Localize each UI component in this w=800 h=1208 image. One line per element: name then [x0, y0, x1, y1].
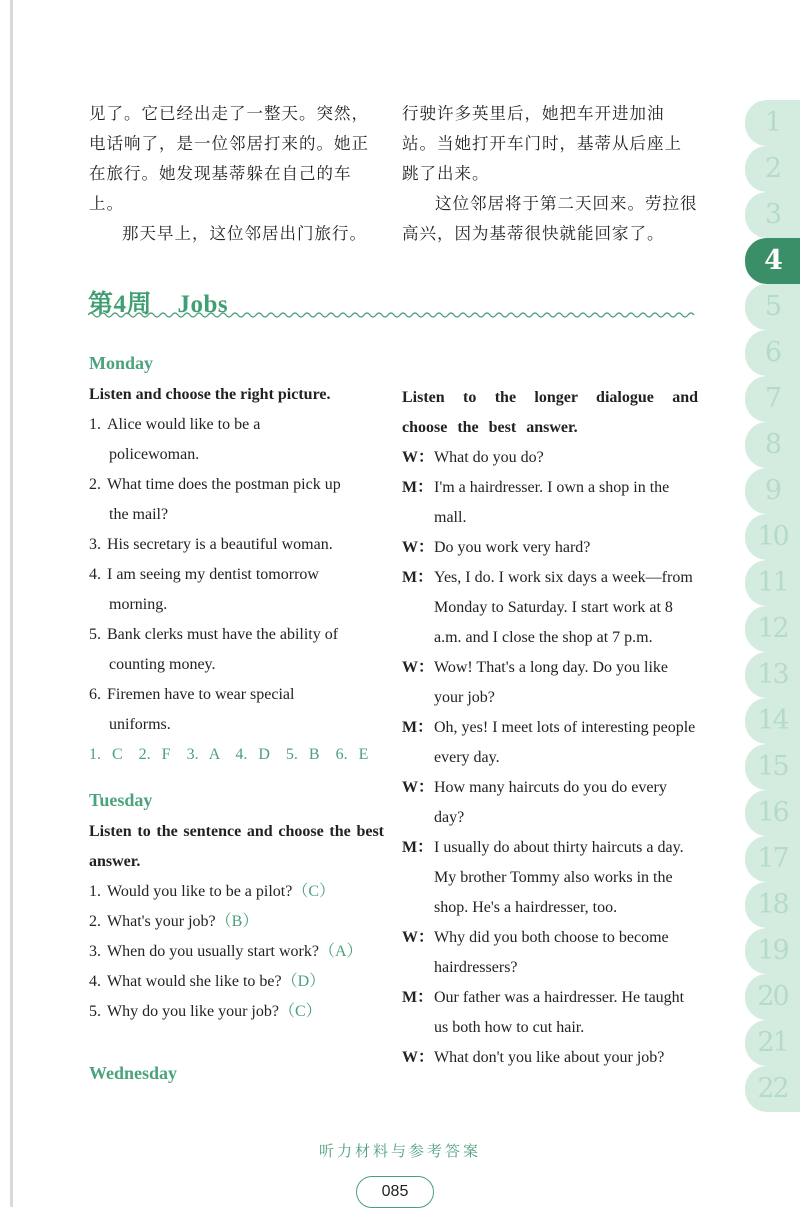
intro-paragraph: 行驶许多英里后，她把车开进加油站。当她打开车门时，基蒂从后座上跳了出来。: [402, 104, 682, 183]
list-item: 1. Alice would like to be a: [89, 416, 261, 433]
week-tab-19[interactable]: 19: [745, 928, 800, 974]
week-tab-22[interactable]: 22: [745, 1066, 800, 1112]
list-item-continued: counting money.: [109, 656, 216, 673]
week-tab-12[interactable]: 12: [745, 606, 800, 652]
intro-left-column: [89, 99, 384, 249]
dialogue-line: W： Why did you both choose to become hairdressers?: [402, 929, 669, 976]
intro-paragraph: 这位邻居将于第二天回来。劳拉很高兴，因为基蒂很快就能回家了。: [402, 194, 698, 243]
tuesday-instruction: Listen to the sentence and choose the best answer.: [89, 823, 384, 870]
list-item: 4. What would she like to be?（D）: [89, 973, 326, 990]
dialogue-line: M： Our father was a hairdresser. He taught us both how to cut hair.: [402, 989, 685, 1036]
week-tab-21[interactable]: 21: [745, 1020, 800, 1066]
list-item: 1. Would you like to be a pilot?（C）: [89, 883, 336, 900]
dialogue-line: M： I usually do about thirty haircuts a day. My brother Tommy also works in the shop. He's a hairdresser, too.: [402, 839, 684, 916]
list-item-continued: morning.: [109, 596, 168, 613]
page-spine-line: [10, 0, 13, 1207]
week-tab-10[interactable]: 10: [745, 514, 800, 560]
monday-instruction: Listen and choose the right picture.: [89, 386, 331, 403]
list-item: 3. His secretary is a beautiful woman.: [89, 536, 333, 553]
footer-caption: 听力材料与参考答案: [318, 1144, 481, 1160]
week-title: 第4周 Jobs: [88, 291, 229, 318]
week-tab-6[interactable]: 6: [745, 330, 800, 376]
dialogue-line: M： I'm a hairdresser. I own a shop in the mall.: [402, 479, 670, 526]
list-item: 3. When do you usually start work?（A）: [89, 943, 363, 960]
week-tab-15[interactable]: 15: [745, 744, 800, 790]
page-number: 085: [356, 1176, 434, 1208]
week-tab-16[interactable]: 16: [745, 790, 800, 836]
week-tab-13[interactable]: 13: [745, 652, 800, 698]
week-tab-18[interactable]: 18: [745, 882, 800, 928]
week-tab-4-active[interactable]: 4: [745, 238, 800, 284]
day-heading-monday: Monday: [89, 353, 154, 373]
dialogue-line: W： What don't you like about your job?: [402, 1049, 665, 1066]
list-item: 5. Bank clerks must have the ability of: [89, 626, 339, 643]
dialogue-line: M： Oh, yes! I meet lots of interesting people every day.: [402, 719, 696, 766]
week-tab-11[interactable]: 11: [745, 560, 800, 606]
day-heading-wednesday: Wednesday: [89, 1063, 178, 1083]
monday-answer-key: 1. C 2. F 3. A 4. D 5. B 6. E: [89, 746, 369, 763]
intro-right-column: [402, 99, 698, 249]
day-heading-tuesday: Tuesday: [89, 790, 153, 810]
list-item-continued: the mail?: [109, 506, 169, 523]
intro-paragraph: 见了。它已经出走了一整天。突然，电话响了，是一位邻居打来的。她正在旅行。她发现基蒂躲在自己的车上。: [89, 104, 369, 213]
week-tab-2[interactable]: 2: [745, 146, 800, 192]
list-item: 2. What time does the postman pick up: [89, 476, 341, 493]
dialogue-line: W： Do you work very hard?: [402, 539, 591, 556]
wavy-divider: [88, 310, 698, 320]
exercise-left-column: [89, 353, 384, 1084]
week-tab-1[interactable]: 1: [745, 100, 800, 146]
dialogue-line: W： Wow! That's a long day. Do you like your job?: [402, 659, 668, 706]
week-tab-14[interactable]: 14: [745, 698, 800, 744]
intro-paragraph: 那天早上，这位邻居出门旅行。: [122, 224, 367, 243]
week-tabs: [745, 100, 800, 1112]
dialogue-column: [402, 383, 698, 1073]
week-tab-3[interactable]: 3: [745, 192, 800, 238]
dialogue-line: W： What do you do?: [402, 449, 544, 466]
week-tab-20[interactable]: 20: [745, 974, 800, 1020]
week-tab-9[interactable]: 9: [745, 468, 800, 514]
dialogue-line: M： Yes, I do. I work six days a week—from Monday to Saturday. I start work at 8 a.m. and I close the shop at 7 p.m.: [402, 569, 693, 646]
list-item: 5. Why do you like your job?（C）: [89, 1003, 322, 1020]
week-tab-5[interactable]: 5: [745, 284, 800, 330]
week-tab-7[interactable]: 7: [745, 376, 800, 422]
list-item: 6. Firemen have to wear special: [89, 686, 295, 703]
week-tab-8[interactable]: 8: [745, 422, 800, 468]
list-item: 4. I am seeing my dentist tomorrow: [89, 566, 319, 583]
dialogue-instruction: Listen to the longer dialogue and choose the best answer.: [402, 389, 698, 436]
list-item-continued: policewoman.: [109, 446, 200, 463]
dialogue-line: W： How many haircuts do you do every day?: [402, 779, 667, 826]
list-item-continued: uniforms.: [109, 716, 171, 733]
week-tab-17[interactable]: 17: [745, 836, 800, 882]
list-item: 2. What's your job?（B）: [89, 913, 259, 930]
